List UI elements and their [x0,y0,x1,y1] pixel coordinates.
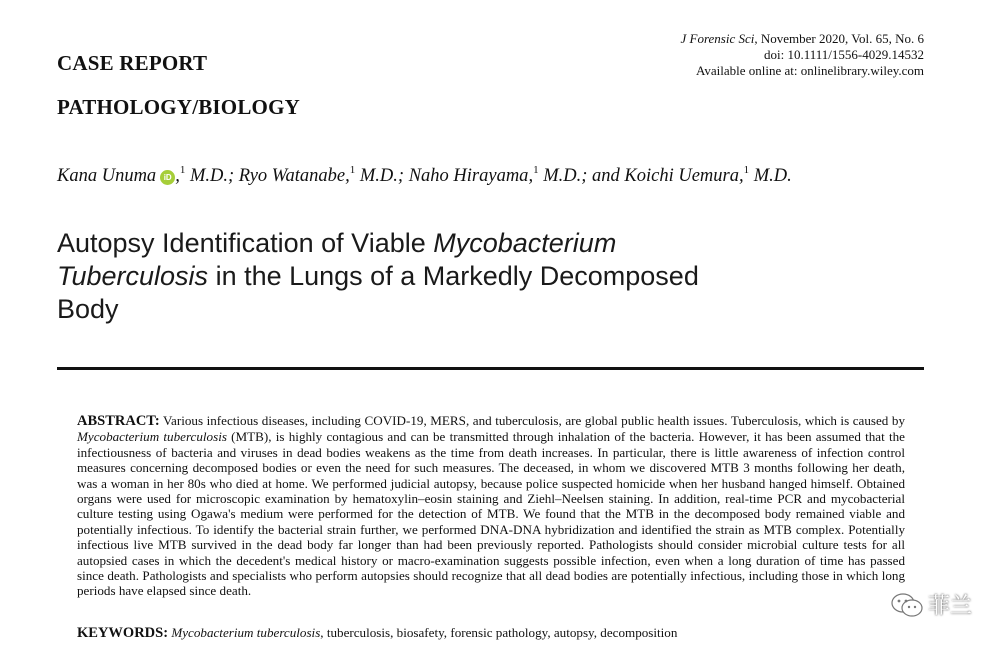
wechat-icon [890,592,924,618]
title-part: Autopsy Identification of Viable [57,228,434,258]
author-name: Ryo Watanabe [238,166,346,186]
author-affiliation: 1 [179,164,186,176]
author-degree: M.D.; and [538,166,620,186]
watermark-text: 菲兰 [927,594,972,619]
title-part: in the Lungs of a Markedly Decomposed Body [57,261,699,324]
abstract-italic: Mycobacterium tuberculosis [77,429,227,445]
pathology-biology-label: PATHOLOGY/BIOLOGY [57,95,300,119]
keyword-italic: Mycobacterium tuberculosis [171,625,321,640]
title-divider [57,367,924,370]
author-affiliation: 1 [533,164,539,176]
journal-available: Available online at: onlinelibrary.wiley.com [695,63,924,78]
journal-name: J Forensic Sci [680,31,755,46]
author-degree: M.D.; [355,166,405,186]
author-affiliation: 1 [349,164,356,176]
abstract-text: Various infectious diseases, including COVID-19, MERS, and tuberculosis, are global public health issues. Tuberculosis, which is caused by [159,413,905,428]
abstract [77,413,905,599]
author-degree: M.D. [749,166,792,186]
author-name: Naho Hirayama [408,166,529,186]
keywords [77,625,905,642]
author-affiliation: 1 [743,164,750,176]
journal-citation [681,31,925,47]
title-italic: Mycobacterium Tuberculosis [57,228,617,291]
abstract-text: (MTB), is highly contagious and can be transmitted through inhalation of the bacteria. However, it has been assumed that the infectiousness of bacteria and viruses in dead bodies weakens as the time from death increases. In particular, there is little awareness of infection control measures concerning decomposed bodies or even the need for such measures. The deceased, in whom we discovered MTB 3 months following her death, was a woman in her 80s who died at home. We performed judicial autopsy, because police suspected homicide when her husband hanged himself. Obtained organs were used for microscopic examination by hematoxylin–eosin staining and Ziehl–Neelsen staining. In addition, real-time PCR and mycobacterial culture testing using Ogawa's medium were performed for the detection of MTB. We found that the MTB in the decomposed body remained viable and potentially infectious. To identify the bacterial strain further, we performed DNA-DNA hybridization and identified the strain as MTB complex. Potentially infectious live MTB survived in the dead body far longer than had been previously reported. Pathologists should consider microbial culture tests for all autopsied cases in which the decedent's medical history or macro-examination suggests possible infection, even when a long duration of time has passed since death. Pathologists and specialists who perform autopsies should recognize that all dead bodies are potentially infectious, including those in which long periods have elapsed since death. [77,429,905,599]
article-title [57,227,757,326]
journal-doi[interactable]: doi: 10.1111/1556-4029.14532 [764,47,924,62]
author-degree: M.D.; [185,166,235,186]
keywords-list: , tuberculosis, biosafety, forensic pathology, autopsy, decomposition [320,625,678,640]
keywords-label: KEYWORDS: [77,625,169,641]
case-report-label: CASE REPORT [57,51,208,75]
journal-info [681,31,925,79]
author-name: Koichi Uemura [624,166,739,186]
author-name: Kana Unuma [57,166,157,186]
watermark [890,589,972,620]
journal-issue: , November 2020, Vol. 65, No. 6 [754,31,924,46]
orcid-icon[interactable]: iD [160,170,175,185]
author-list: Kana Unuma iD ,$^1$ M.D.; Ryo Watanabe,$^1$ M.D.; Naho Hirayama,$^1$ M.D.; and Koichi Uemura,$^1$ M.D. [57,164,792,186]
abstract-label: ABSTRACT: [77,413,160,429]
